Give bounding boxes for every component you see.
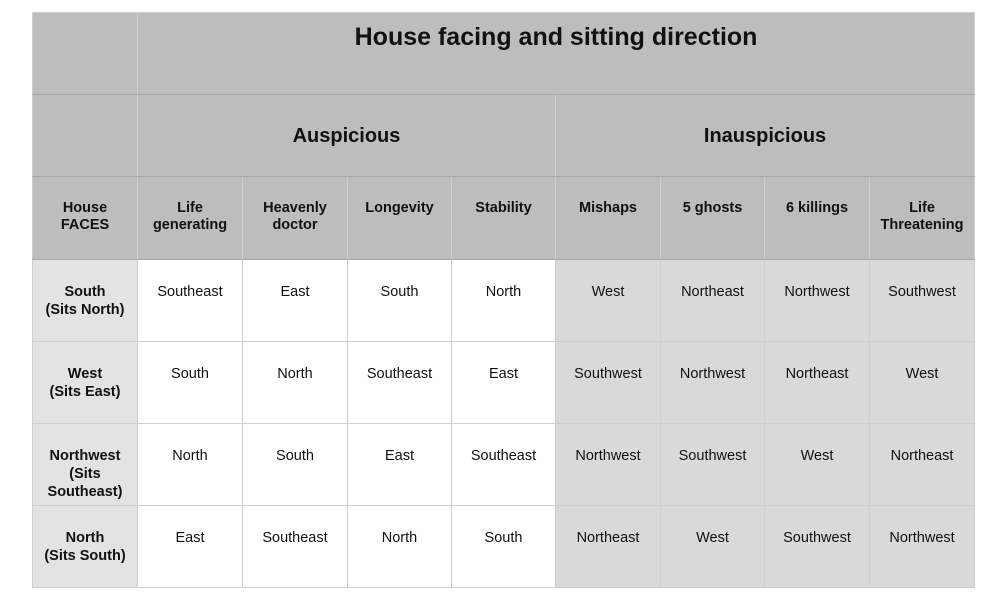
group-inauspicious: Inauspicious [556,95,975,177]
table-cell: Northwest [661,342,765,424]
table-cell: North [138,424,243,506]
table-cell: West [870,342,975,424]
table-cell: Northwest [870,506,975,588]
table-row [33,506,975,588]
table-cell: Southeast [243,506,348,588]
row-header: Northwest (Sits Southeast) [33,424,138,506]
table-cell: South [138,342,243,424]
table-cell: Northwest [556,424,661,506]
table-cell: South [348,260,452,342]
table-title: House facing and sitting direction [138,13,975,95]
table-cell: East [243,260,348,342]
col-header-heavenly-doctor: Heavenly doctor [243,177,348,260]
corner-cell [33,95,138,177]
table-cell: East [348,424,452,506]
row-header: North (Sits South) [33,506,138,588]
col-header-life-threatening: Life Threatening [870,177,975,260]
table-cell: Southwest [556,342,661,424]
direction-table [32,12,975,588]
col-header-stability: Stability [452,177,556,260]
table-cell: Southwest [661,424,765,506]
table-cell: Southwest [870,260,975,342]
group-auspicious: Auspicious [138,95,556,177]
table-cell: North [348,506,452,588]
corner-cell [33,13,138,95]
table-row [33,342,975,424]
col-header-6-killings: 6 killings [765,177,870,260]
table-cell: Northeast [765,342,870,424]
col-header-life-generating: Life generating [138,177,243,260]
row-header: South (Sits North) [33,260,138,342]
col-header-faces: House FACES [33,177,138,260]
table-cell: Southeast [452,424,556,506]
group-row [33,95,975,177]
table-cell: South [452,506,556,588]
table-cell: West [556,260,661,342]
col-header-longevity: Longevity [348,177,452,260]
row-header: West (Sits East) [33,342,138,424]
table-cell: North [243,342,348,424]
table-cell: Northeast [556,506,661,588]
table-cell: Northeast [661,260,765,342]
table-cell: Southwest [765,506,870,588]
table-cell: North [452,260,556,342]
table-row [33,424,975,506]
table-cell: West [661,506,765,588]
title-row [33,13,975,95]
table-cell: East [138,506,243,588]
table-cell: Northeast [870,424,975,506]
column-header-row [33,177,975,260]
table-cell: South [243,424,348,506]
table-cell: East [452,342,556,424]
table-row [33,260,975,342]
table-cell: Southeast [138,260,243,342]
table-cell: West [765,424,870,506]
table-cell: Northwest [765,260,870,342]
col-header-mishaps: Mishaps [556,177,661,260]
col-header-5-ghosts: 5 ghosts [661,177,765,260]
table-cell: Southeast [348,342,452,424]
